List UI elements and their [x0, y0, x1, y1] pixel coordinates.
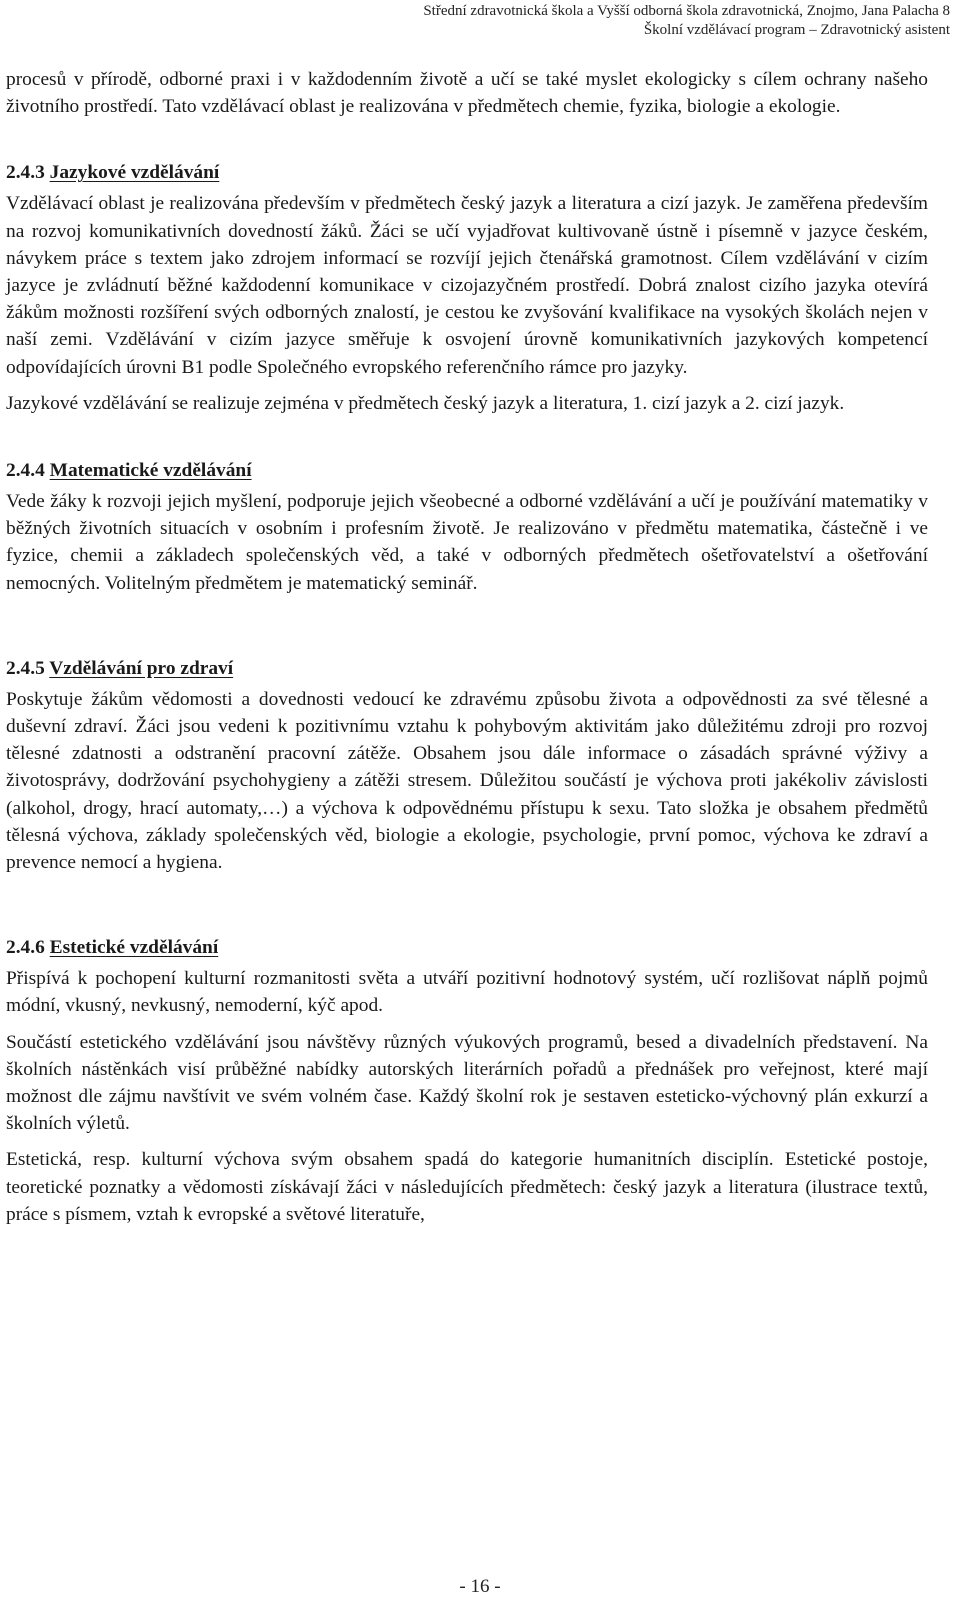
- section-2-4-4-paragraph-1: Vede žáky k rozvoji jejich myšlení, podporuje jejich všeobecné a odborné vzdělávání a učí je používání matematiky v běžných životních situacích v osobním i profesním životě. Je realizováno v předmětu matematika, částečně i ve fyzice, chemii a základech společenských věd, a také v odborných předmětech ošetřovatelství a ošetřování nemocných. Volitelným předmětem je matematický seminář.: [6, 491, 928, 594]
- section-title: Estetické vzdělávání: [49, 937, 219, 959]
- header-program-name: Školní vzdělávací program – Zdravotnický asistent: [643, 22, 950, 38]
- section-heading-2-4-5: [6, 655, 928, 682]
- section-2-4-3-paragraph-2: Jazykové vzdělávání se realizuje zejména v předmětech český jazyk a literatura, 1. cizí jazyk a 2. cizí jazyk.: [6, 392, 845, 414]
- section-number: 2.4.5: [6, 657, 45, 679]
- section-title: Matematické vzdělávání: [49, 460, 252, 482]
- header-school-name: Střední zdravotnická škola a Vyšší odborná škola zdravotnická, Znojmo, Jana Palacha 8: [423, 3, 950, 19]
- section-number: 2.4.4: [6, 460, 45, 482]
- intro-paragraph: procesů v přírodě, odborné praxi i v každodenním životě a učí se také myslet ekologicky s cílem ochrany našeho životního prostředí. Tato vzdělávací oblast je realizována v předmětech chemie, fyzika, biologie a ekologie.: [6, 69, 928, 118]
- section-2-4-6-paragraph-3: Estetická, resp. kulturní výchova svým obsahem spadá do kategorie humanitních disciplín. Estetické postoje, teoretické poznatky a vědomosti získávají žáci v následujících předmětech: český jazyk a literatura (ilustrace textů, práce s písmem, vztah k evropské a světové literatuře,: [6, 1149, 928, 1225]
- section-number: 2.4.3: [6, 162, 45, 184]
- document-body: [6, 66, 928, 1228]
- section-2-4-6-paragraph-2: Součástí estetického vzdělávání jsou návštěvy různých výukových programů, besed a divadelních představení. Na školních nástěnkách visí průběžné nabídky autorských literárních pořadů a přednášek pro veřejnost, které mají možnost dle zájmu navštívit ve svém volném čase. Každý školní rok je sestaven esteticko-výchovný plán exkurzí a školních výletů.: [6, 1031, 928, 1135]
- section-title: Jazykové vzdělávání: [49, 162, 220, 184]
- section-heading-2-4-3: [6, 159, 928, 186]
- page-number: - 16 -: [459, 1576, 501, 1597]
- section-2-4-3-paragraph-1: Vzdělávací oblast je realizována především v předmětech český jazyk a literatura a cizí jazyk. Je zaměřena především na rozvoj komunikativních dovedností žáků. Žáci se učí vyjadřovat kultivovaně ústně i písemně v jazyce českém, návykem práce s textem jako zdrojem informací se rozvíjí jejich čtenářská gramotnost. Cílem vzdělávání v cizím jazyce je zvládnutí běžné každodenní komunikace v cizojazyčném prostředí. Dobrá znalost cizího jazyka otevírá žákům možnosti rozšíření svých odborných znalostí, je cestou ke zvyšování kvalifikace na vysokých školách nejen v naší zemi. Vzdělávání v cizím jazyce směřuje k osvojení úrovně komunikativních jazykových kompetencí odpovídajících úrovni B1 podle Společného evropského referenčního rámce pro jazyky.: [6, 193, 928, 378]
- section-number: 2.4.6: [6, 937, 45, 959]
- section-2-4-6-paragraph-1: Přispívá k pochopení kulturní rozmanitosti světa a utváří pozitivní hodnotový systém, učí rozlišovat náplň pojmů módní, vkusný, nevkusný, nemoderní, kýč apod.: [6, 968, 928, 1017]
- section-2-4-5-paragraph-1: Poskytuje žákům vědomosti a dovednosti vedoucí ke zdravému způsobu života a odpovědnosti za své tělesné a duševní zdraví. Žáci jsou vedeni k pozitivnímu vztahu k pohybovým aktivitám jako důležitému zdroji pro rozvoj tělesné zdatnosti a odstranění pracovní zátěže. Obsahem jsou dále informace o zásadách správné výživy a životosprávy, dodržování psychohygieny a zátěži stresem. Důležitou součástí je výchova proti jakékoliv závislosti (alkohol, drogy, hrací automaty,…) a výchova k odpovědnému přístupu k sexu. Tato složka je obsahem předmětů tělesná výchova, základy společenských věd, biologie a ekologie, psychologie, první pomoc, výchova ke zdraví a prevence nemocí a hygiena.: [6, 688, 928, 874]
- section-heading-2-4-6: [6, 934, 928, 961]
- section-title: Vzdělávání pro zdraví: [49, 657, 234, 679]
- page-header: [0, 2, 950, 40]
- section-heading-2-4-4: [6, 457, 928, 484]
